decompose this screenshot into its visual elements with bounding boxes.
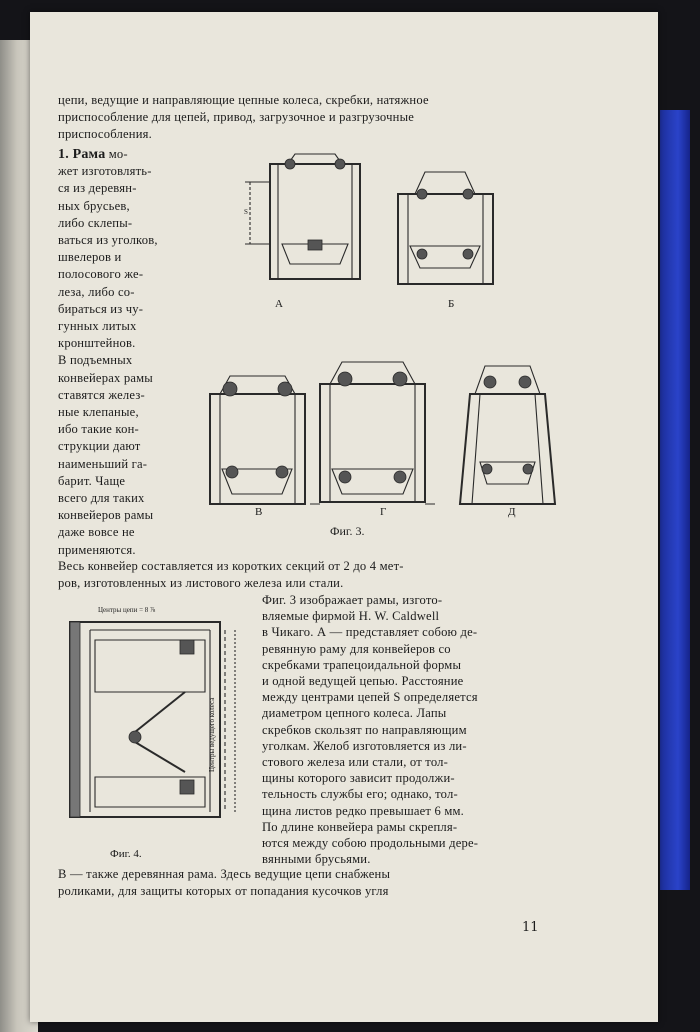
right-column-line-12: тельность службы его; однако, тол- bbox=[262, 787, 458, 802]
section1-line-14: ставятся желез- bbox=[58, 387, 145, 402]
section1-line-11: кронштейнов. bbox=[58, 336, 136, 351]
fig4-side-label: Центры ведущего колеса bbox=[208, 697, 216, 772]
bottom-line-2: роликами, для защиты которых от попадания кусочков угля bbox=[58, 884, 389, 898]
section1-line-22: даже вовсе не bbox=[58, 525, 135, 540]
section1-line-13: конвейерах рамы bbox=[58, 370, 153, 385]
page-number: 11 bbox=[522, 920, 539, 935]
right-column-line-9: уголкам. Желоб изготовляется из ли- bbox=[262, 738, 467, 753]
section1-line-3: ных брусьев, bbox=[58, 198, 130, 213]
section1-line-12: В подъемных bbox=[58, 353, 133, 368]
section1-line-6: швелеров и bbox=[58, 250, 122, 265]
intro-line-2: приспособление для цепей, привод, загрузочное и разгрузочные bbox=[58, 110, 415, 124]
right-column-line-14: По длине конвейера рамы скрепля- bbox=[262, 819, 458, 834]
section1-full-line-2: ров, изготовленных из листового железа или стали. bbox=[58, 576, 344, 590]
right-column-line-13: щина листов редко превышает 6 мм. bbox=[262, 803, 465, 818]
fig3-label-a: А bbox=[275, 298, 283, 310]
right-column-line-0: Фиг. 3 изображает рамы, изгото- bbox=[262, 593, 443, 607]
section1-line-4: либо склепы- bbox=[58, 215, 133, 230]
right-column-line-4: скребками трапецоидальной формы bbox=[262, 657, 462, 672]
fig4-top-label: Центры цепи = 8 ⅞ bbox=[98, 606, 156, 614]
fig3-label-e: Д bbox=[508, 506, 516, 518]
section1-line-7: полосового же- bbox=[58, 267, 144, 282]
bottom-line-1: В — также деревянная рама. Здесь ведущие цепи снабжены bbox=[58, 867, 391, 881]
section1-first-line bbox=[58, 146, 208, 164]
section1-line-15: ные клепаные, bbox=[58, 405, 139, 419]
section1-line-5: ваться из уголков, bbox=[58, 233, 158, 247]
fig3-label-d: Г bbox=[380, 506, 387, 518]
fig3-frame-b bbox=[398, 172, 493, 284]
section1-line-16: ибо такие кон- bbox=[58, 422, 139, 437]
fig3-frame-c bbox=[210, 376, 305, 504]
section1-line-18: наименьший га- bbox=[58, 456, 148, 471]
section1-line-9: бираться из чу- bbox=[58, 301, 144, 316]
right-column-line-10: стового железа или стали, от тол- bbox=[262, 755, 449, 769]
fig3-caption: Фиг. 3. bbox=[330, 524, 365, 538]
fig3-frame-a bbox=[244, 154, 360, 279]
right-column-line-2: в Чикаго. А — представляет собою де- bbox=[262, 625, 478, 640]
section1-full-line-1: Весь конвейер составляется из коротких секций от 2 до 4 мет- bbox=[58, 559, 404, 573]
fig4-caption: Фиг. 4. bbox=[110, 848, 142, 860]
fig3-frame-d bbox=[310, 362, 435, 504]
right-column-line-3: ревянную раму для конвейеров со bbox=[262, 641, 451, 656]
svg-text:S: S bbox=[244, 208, 248, 216]
book-page bbox=[30, 12, 658, 1022]
section1-line-0: мо- bbox=[108, 147, 128, 161]
intro-line-1: цепи, ведущие и направляющие цепные колеса, скребки, натяжное bbox=[58, 93, 429, 107]
right-column-line-5: и одной ведущей цепью. Расстояние bbox=[262, 674, 464, 688]
right-column-line-6: между центрами цепей S определяется bbox=[262, 690, 478, 705]
fig3-frame-e bbox=[460, 366, 555, 504]
intro-line-3: приспособления. bbox=[58, 127, 152, 141]
right-column-line-16: вянными брусьями. bbox=[262, 852, 371, 867]
book-cover-edge bbox=[660, 110, 690, 890]
section1-line-2: ся из деревян- bbox=[58, 181, 137, 196]
fig4-drawing bbox=[60, 612, 250, 827]
section1-line-10: гунных литых bbox=[58, 319, 137, 333]
section1-line-8: леза, либо со- bbox=[58, 284, 135, 299]
section1-heading: 1. Рама bbox=[58, 147, 106, 162]
fig3-label-c: В bbox=[255, 506, 263, 518]
section1-line-1: жет изготовлять- bbox=[58, 164, 152, 179]
right-column-line-1: вляемые фирмой H. W. Caldwell bbox=[262, 609, 440, 624]
section1-line-17: струкции дают bbox=[58, 439, 141, 454]
section1-line-19: барит. Чаще bbox=[58, 473, 126, 488]
section1-line-20: всего для таких bbox=[58, 491, 145, 505]
right-column-line-8: скребков скользят по направляющим bbox=[262, 722, 467, 737]
section1-line-21: конвейеров рамы bbox=[58, 508, 154, 523]
right-column-line-15: ются между собою продольными дере- bbox=[262, 836, 479, 850]
right-column-line-7: диаметром цепного колеса. Лапы bbox=[262, 706, 447, 721]
section1-line-23: применяются. bbox=[58, 542, 136, 557]
fig3-drawing bbox=[200, 144, 560, 514]
right-column-line-11: щины которого зависит продолжи- bbox=[262, 771, 455, 786]
fig3-label-b: Б bbox=[448, 298, 455, 310]
